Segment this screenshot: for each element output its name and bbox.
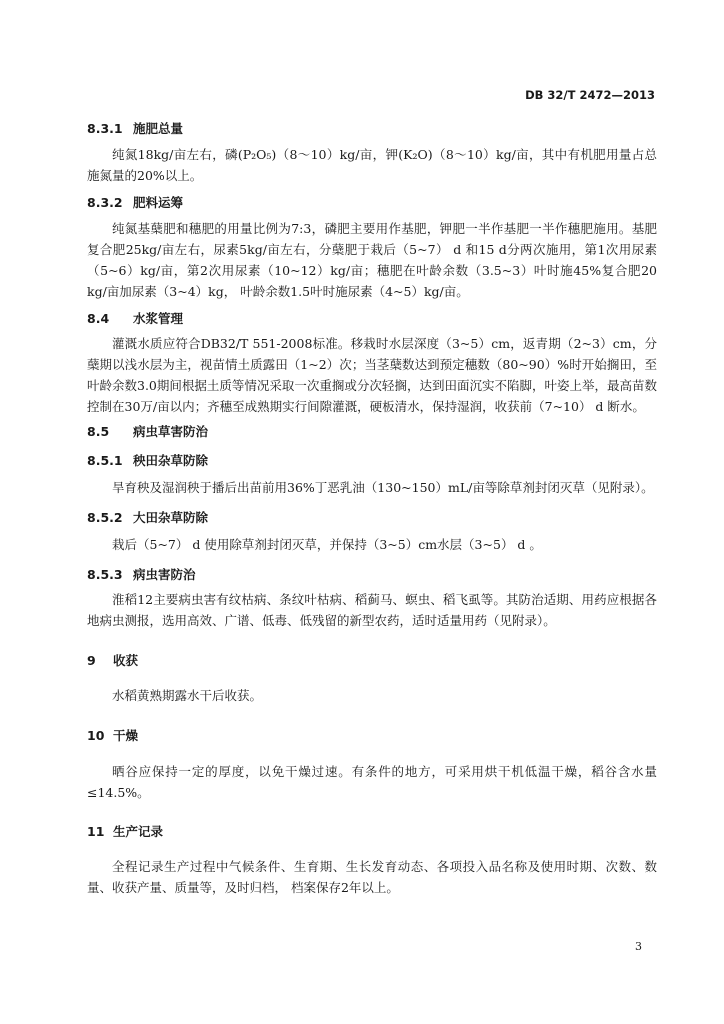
section-title: 收获 — [113, 653, 139, 668]
heading-8-3-2 — [87, 194, 657, 211]
paragraph-water-management: 灌溉水质应符合DB32/T 551-2008标准。移栽时水层深度（3~5）cm，返青期（2~3）cm，分蘖期以浅水层为主，视苗情土质露田（1~2）次；当茎蘖数达到预定穗数（80~90）%时开始搁田，至叶龄余数3.0期间根据土质等情况采取一次重搁或分次轻搁，达到田面沉实不陷脚，叶姿上举，最高苗数控制在30万/亩以内；齐穗至成熟期实行间隙灌溉，硬板清水，保持湿润，收获前（7~10） d 断水。 — [87, 336, 657, 414]
section-number: 8.5.3 — [87, 567, 123, 582]
section-number: 8.5 — [87, 424, 110, 439]
heading-10 — [87, 727, 657, 744]
paragraph-field-weeds: 栽后（5~7） d 使用除草剂封闭灭草，并保持（3~5）cm水层（3~5） d 。 — [112, 537, 542, 552]
section-number: 8.3.1 — [87, 121, 123, 136]
heading-8-3-1 — [87, 120, 657, 137]
heading-9 — [87, 652, 657, 669]
heading-8-5 — [87, 423, 657, 440]
section-title: 水浆管理 — [133, 311, 184, 326]
paragraph-pest-control: 淮稻12主要病虫害有纹枯病、条纹叶枯病、稻蓟马、螟虫、稻飞虱等。其防治适期、用药应根据各地病虫测报，选用高效、广谱、低毒、低残留的新型农药，适时适量用药（见附录）。 — [87, 592, 657, 628]
section-title: 肥料运筹 — [133, 195, 184, 210]
paragraph-production-records: 全程记录生产过程中气候条件、生育期、生长发育动态、各项投入品名称及使用时期、次数、数量、收获产量、质量等，及时归档， 档案保存2年以上。 — [87, 859, 657, 895]
section-number: 8.5.1 — [87, 453, 123, 468]
section-title: 病虫害防治 — [133, 567, 196, 582]
section-title: 大田杂草防除 — [133, 510, 209, 525]
section-number: 8.4 — [87, 311, 110, 326]
paragraph-fertilizer-schedule: 纯氮基蘖肥和穗肥的用量比例为7:3，磷肥主要用作基肥，钾肥一半作基肥一半作穗肥施用。基肥复合肥25kg/亩左右，尿素5kg/亩左右，分蘖肥于栽后（5~7） d 和15 d分两次施用，第1次用尿素（5~6）kg/亩，第2次用尿素（10~12）kg/亩；穗肥在叶龄余数（3.5~3）叶时施45%复合肥20 kg/亩加尿素（3~4）kg， 叶龄余数1.5叶时施尿素（4~5）kg/亩。 — [87, 221, 657, 299]
paragraph-seedbed-weeds: 旱育秧及湿润秧于播后出苗前用36%丁恶乳油（130~150）mL/亩等除草剂封闭灭草（见附录）。 — [112, 480, 654, 495]
heading-11 — [87, 823, 657, 840]
section-title: 病虫草害防治 — [133, 424, 209, 439]
heading-8-4 — [87, 310, 657, 327]
section-title: 干燥 — [113, 728, 139, 743]
page-number: 3 — [635, 940, 642, 953]
section-number: 11 — [87, 824, 105, 839]
section-number: 9 — [87, 653, 96, 668]
paragraph-fertilizer-total: 纯氮18kg/亩左右，磷(P₂O₅)（8～10）kg/亩，钾(K₂O)（8～10）kg/亩，其中有机肥用量占总施氮量的20%以上。 — [87, 147, 657, 183]
section-title: 秧田杂草防除 — [133, 453, 209, 468]
paragraph-harvest: 水稻黄熟期露水干后收获。 — [112, 688, 263, 703]
heading-8-5-1 — [87, 452, 657, 469]
section-number: 8.5.2 — [87, 510, 123, 525]
heading-8-5-3 — [87, 566, 657, 583]
standard-code-header: DB 32/T 2472—2013 — [525, 88, 655, 102]
heading-8-5-2 — [87, 509, 657, 526]
section-number: 10 — [87, 728, 105, 743]
section-title: 生产记录 — [113, 824, 164, 839]
section-number: 8.3.2 — [87, 195, 123, 210]
section-title: 施肥总量 — [133, 121, 184, 136]
paragraph-drying: 晒谷应保持一定的厚度，以免干燥过速。有条件的地方，可采用烘干机低温干燥，稻谷含水量≤14.5%。 — [87, 764, 657, 800]
